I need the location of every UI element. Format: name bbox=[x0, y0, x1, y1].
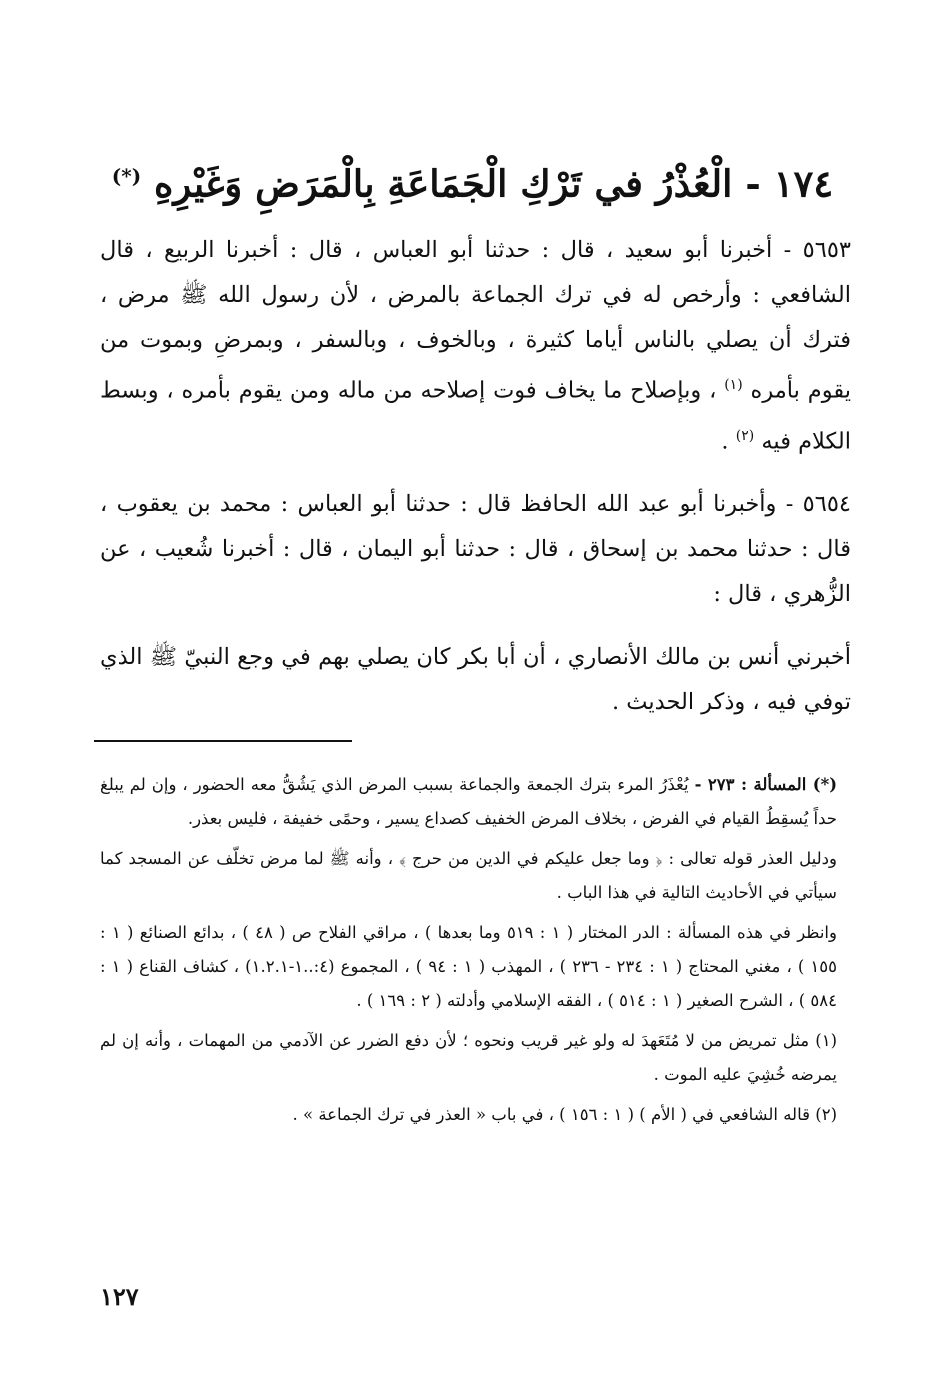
paragraph-5653-text-2: ، وبإصلاح ما يخاف فوت إصلاحه من ماله ومن يقوم بأمره ، وبسط الكلام فيه bbox=[100, 377, 851, 454]
footnote-references: وانظر في هذه المسألة : الدر المختار ( ١ : ٥١٩ وما بعدها ) ، مراقي الفلاح ص ( ٤٨ ) ، بدائع الصنائع ( ١ : ١٥٥ ) ، مغني المحتاج ( ١ : ٢٣٤ - ٢٣٦ ) ، المهذب ( ١ : ٩٤ ) ، المجموع (٤:..١-١.٢.١) ، كشاف القناع ( ١ : ٥٨٤ ) ، الشرح الصغير ( ١ : ٥١٤ ) ، الفقه الإسلامي وأدلته ( ٢ : ١٦٩ ) . bbox=[100, 923, 837, 1010]
main-text bbox=[100, 228, 851, 743]
hadith-paragraph-5654: ٥٦٥٤ - وأخبرنا أبو عبد الله الحافظ قال : حدثنا أبو العباس : محمد بن يعقوب ، قال : حدثنا محمد بن إسحاق ، قال : حدثنا أبو اليمان ، قال : أخبرنا شُعيب ، عن الزُّهري ، قال : bbox=[100, 491, 851, 607]
footnote-2: (٢) قاله الشافعي في ( الأم ) ( ١ : ١٥٦ ) ، في باب « العذر في ترك الجماعة » . bbox=[292, 1105, 837, 1124]
footnote-star bbox=[100, 768, 837, 836]
paragraph-5653-text-1: ٥٦٥٣ - أخبرنا أبو سعيد ، قال : حدثنا أبو العباس ، قال : أخبرنا الربيع ، قال الشافعي : وأرخص له في ترك الجماعة بالمرض ، لأن رسول الله ﷺ مرض ، فترك أن يصلي بالناس أياما كثيرة ، وبالخوف ، وبالسفر ، وبمرضِ وبموت من يقوم بأمره bbox=[100, 237, 851, 404]
chapter-title-text: ١٧٤ - الْعُذْرُ في تَرْكِ الْجَمَاعَةِ بِالْمَرَضِ وَغَيْرِهِ bbox=[154, 161, 834, 206]
footnote-ref-2: (٢) bbox=[735, 427, 755, 444]
footnote-separator bbox=[94, 740, 352, 742]
footnote-1: (١) مثل تمريض من لا مُتَعَهدَ له ولو غير قريب ونحوه ؛ لأن دفع الضرر عن الآدمي من المهمات ، وأنه إن لم يمرضه خُشِيَ عليه الموت . bbox=[100, 1031, 837, 1084]
hadith-text: أخبرني أنس بن مالك الأنصاري ، أن أبا بكر كان يصلي بهم في وجع النبيّ ﷺ الذي توفي فيه ، وذكر الحديث . bbox=[100, 644, 851, 715]
page-number: ١٢٧ bbox=[100, 1282, 139, 1311]
hadith-paragraph-5653 bbox=[100, 228, 851, 464]
footnotes bbox=[100, 768, 837, 1138]
footnote-star-text: يُعْذَرُ المرء بترك الجمعة والجماعة بسبب المرض الذي يَشُقُّ معه الحضور ، وإن لم يبلغ حداً يُسقِطُ القيام في الفرض ، بخلاف المرض الخفيف كصداع يسير ، وحمًى خفيفة ، فليس بعذر. bbox=[100, 775, 837, 828]
footnote-ref-1: (١) bbox=[724, 377, 743, 393]
chapter-title-footnote-mark: (*) bbox=[111, 164, 142, 188]
paragraph-5653-text-3: . bbox=[721, 428, 729, 454]
chapter-title bbox=[100, 148, 845, 211]
footnote-star-label: (*) المسألة : ٢٧٣ - bbox=[694, 775, 838, 794]
footnote-evidence: ودليل العذر قوله تعالى : ﴿ وما جعل عليكم في الدين من حرج ﴾ ، وأنه ﷺ لما مرض تخلّف عن المسجد كما سيأتي في الأحاديث التالية في هذا الباب . bbox=[100, 849, 837, 902]
